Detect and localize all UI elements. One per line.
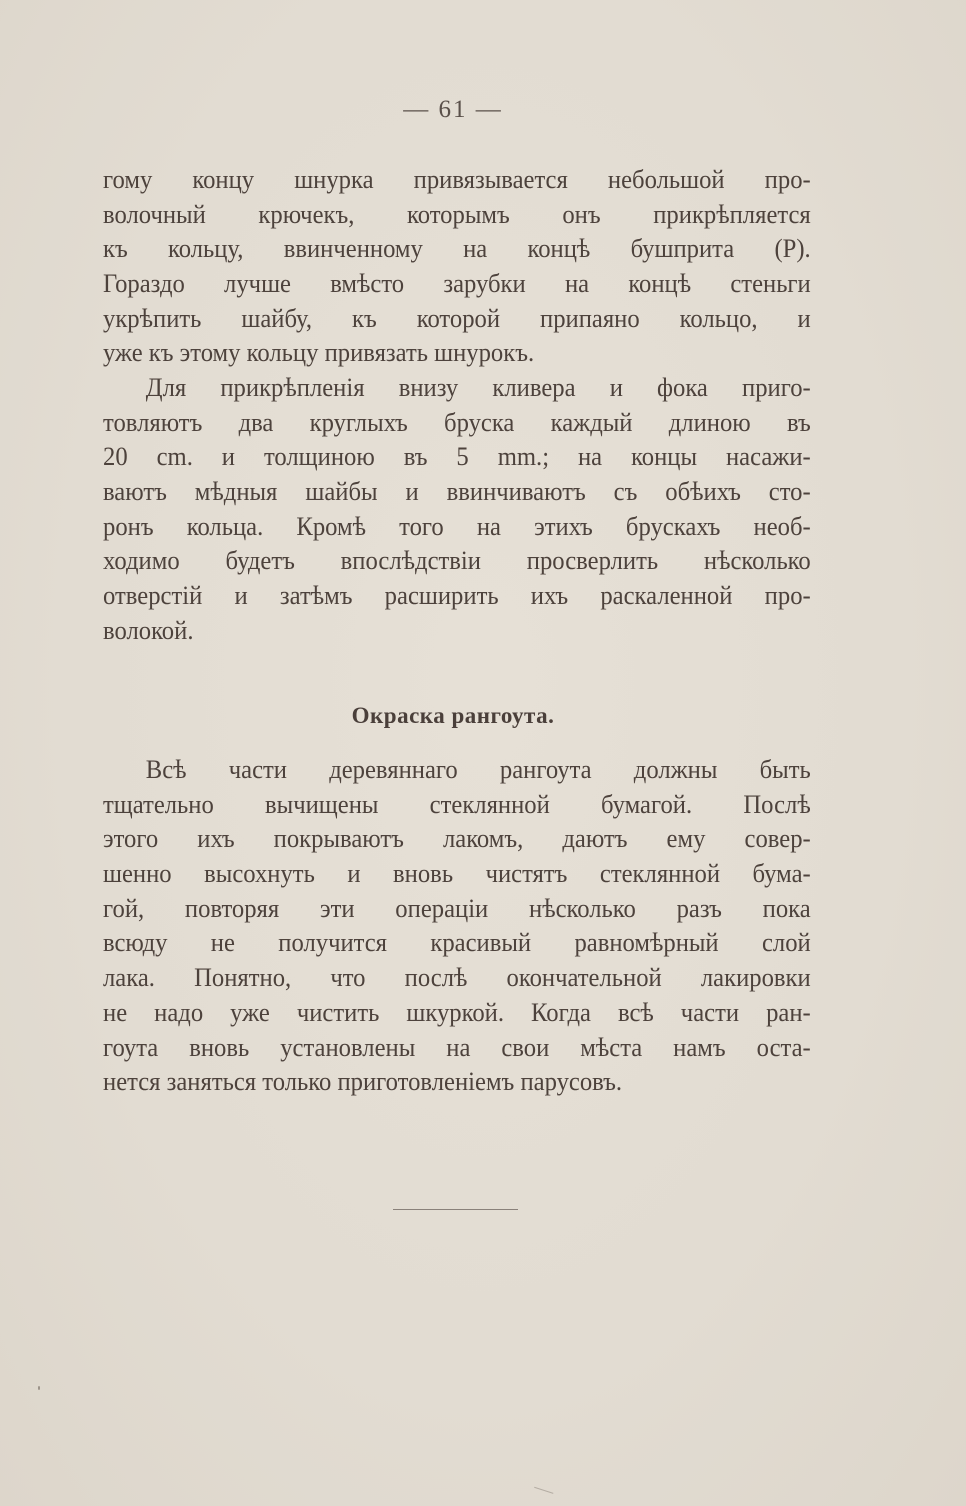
text-line: нется заняться только приготовленіемъ парусовъ. xyxy=(103,1066,623,1097)
text-line: ходимо будетъ впослѣдствіи просверлить нѣсколько xyxy=(103,545,811,576)
text-line: 20 cm. и толщиною въ 5 mm.; на концы насажи- xyxy=(103,441,811,472)
text-line: Гораздо лучше вмѣсто зарубки на концѣ стеньги xyxy=(103,268,811,299)
text-line: всюду не получится красивый равномѣрный слой xyxy=(103,927,811,958)
paper-mark xyxy=(534,1479,556,1494)
paragraph-attachment xyxy=(103,370,811,648)
text-line: ронъ кольца. Кромѣ того на этихъ брускахъ необ- xyxy=(103,510,811,541)
text-line: гоута вновь установлены на свои мѣста намъ оста- xyxy=(103,1031,811,1062)
page-number: — 61 — xyxy=(403,96,503,123)
text-line: отверстій и затѣмъ расширить ихъ раскаленной про- xyxy=(103,580,811,611)
text-line: ваютъ мѣдныя шайбы и ввинчиваютъ съ обѣихъ сто- xyxy=(103,476,811,507)
text-line: уже къ этому кольцу привязать шнурокъ. xyxy=(103,337,535,368)
text-line: тщательно вычищены стеклянной бумагой. Послѣ xyxy=(103,788,811,819)
text-line: товляютъ два круглыхъ бруска каждый длиною въ xyxy=(103,406,811,437)
section-end-rule xyxy=(393,1209,518,1210)
text-line: шенно высохнуть и вновь чистятъ стеклянной бума- xyxy=(103,858,811,889)
text-line: волокой. xyxy=(103,614,194,645)
text-line: къ кольцу, ввинченному на концѣ бушприта (P). xyxy=(103,233,811,264)
text-line: лака. Понятно, что послѣ окончательной лакировки xyxy=(103,962,811,993)
text-line: не надо уже чистить шкуркой. Когда всѣ части ран- xyxy=(103,996,811,1027)
text-line: волочный крючекъ, которымъ онъ прикрѣпляется xyxy=(103,198,811,229)
text-line: гой, повторяя эти операціи нѣсколько разъ пока xyxy=(103,892,811,923)
text-line: укрѣпить шайбу, къ которой припаяно кольцо, и xyxy=(103,302,811,333)
text-line: гому концу шнурка привязывается небольшой про- xyxy=(103,164,811,194)
paper-speck xyxy=(38,1386,40,1390)
paragraph-painting xyxy=(103,752,811,1099)
text-line: этого ихъ покрываютъ лакомъ, даютъ ему совер- xyxy=(103,823,811,854)
text-line: Для прикрѣпленія внизу кливера и фока приго- xyxy=(145,372,811,402)
paragraph-continuation xyxy=(103,162,811,370)
section-heading: Окраска рангоута. xyxy=(351,703,555,728)
text-line: Всѣ части деревяннаго рангоута должны быть xyxy=(145,754,811,784)
